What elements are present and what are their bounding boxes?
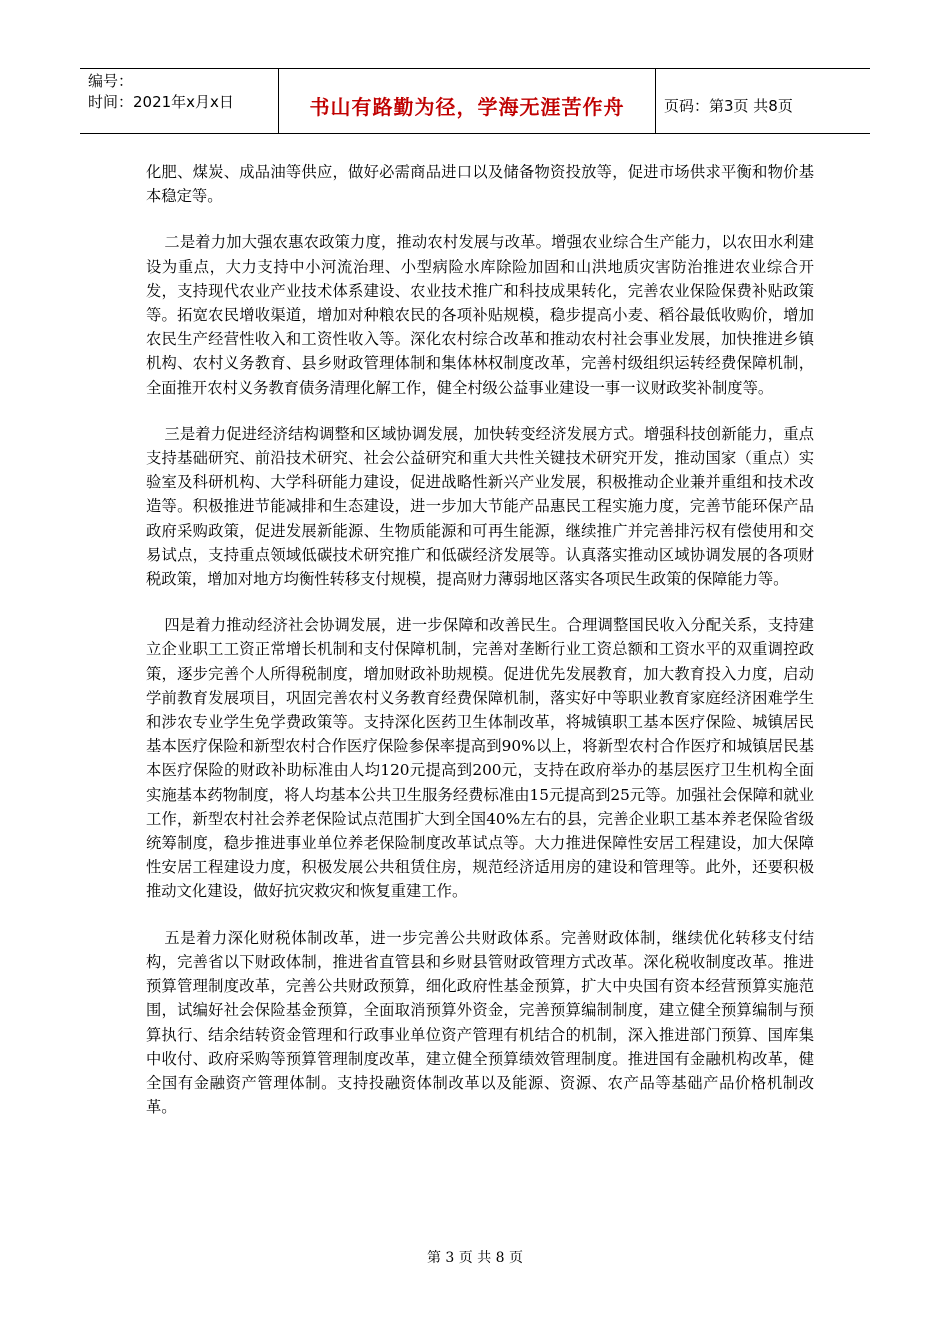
document-number-label: 编号： xyxy=(88,72,134,90)
paragraph-continued: 化肥、煤炭、成品油等供应，做好必需商品进口以及储备物资投放等，促进市场供求平衡和物价基本稳定等。 xyxy=(146,163,814,206)
paragraph-social-development: 四是着力推动经济社会协调发展，进一步保障和改善民生。合理调整国民收入分配关系，支持建立企业职工工资正常增长机制和支付保障机制，完善对垄断行业工资总额和工资水平的双重调控政策，逐步完善个人所得税制度，增加财政补助规模。促进优先发展教育，加大教育投入力度，启动学前教育发展项目，巩固完善农村义务教育经费保障机制，落实好中等职业教育家庭经济困难学生和涉农专业学生免学费政策等。支持深化医药卫生体制改革，将城镇职工基本医疗保险、城镇居民基本医疗保险和新型农村合作医疗保险参保率提高到90%以上，将新型农村合作医疗和城镇居民基本医疗保险的财政补助标准由人均120元提高到200元，支持在政府举办的基层医疗卫生机构全面实施基本药物制度，将人均基本公共卫生服务经费标准由15元提高到25元等。加强社会保障和就业工作，新型农村社会养老保险试点范围扩大到全国40%左右的县，完善企业职工基本养老保险省级统筹制度，稳步推进事业单位养老保险制度改革试点等。大力推进保障性安居工程建设，加大保障性安居工程建设力度，积极发展公共租赁住房，规范经济适用房的建设和管理等。此外，还要积极推动文化建设，做好抗灾救灾和恢复重建工作。 xyxy=(146,616,814,901)
header-motto-cell xyxy=(279,69,656,133)
paragraph-agriculture: 二是着力加大强农惠农政策力度，推动农村发展与改革。增强农业综合生产能力，以农田水利建设为重点，大力支持中小河流治理、小型病险水库除险加固和山洪地质灾害防治推进农业综合开发，支持现代农业产业技术体系建设、农业技术推广和科技成果转化，完善农业保险保费补贴政策等。拓宽农民增收渠道，增加对种粮农民的各项补贴规模，稳步提高小麦、稻谷最低收购价，增加农民生产经营性收入和工资性收入等。深化农村综合改革和推动农村社会事业发展，加快推进乡镇机构、农村义务教育、县乡财政管理体制和集体林权制度改革，完善村级组织运转经费保障机制，全面推开农村义务教育债务清理化解工作，健全村级公益事业建设一事一议财政奖补制度等。 xyxy=(146,233,814,397)
header-page-label: 页码：第3页 共8页 xyxy=(664,96,793,115)
footer-page-number: 第 3 页 共 8 页 xyxy=(426,1250,524,1266)
page-header xyxy=(80,68,870,134)
header-info-cell xyxy=(80,69,279,133)
document-date-label: 时间：2021年x月x日 xyxy=(88,93,234,111)
document-body xyxy=(146,160,814,1141)
header-page-cell xyxy=(656,69,870,133)
paragraph-fiscal-reform: 五是着力深化财税体制改革，进一步完善公共财政体系。完善财政体制，继续优化转移支付结构，完善省以下财政体制，推进省直管县和乡财县管财政管理方式改革。深化税收制度改革。推进预算管理制度改革，完善公共财政预算，细化政府性基金预算，扩大中央国有资本经营预算实施范围，试编好社会保险基金预算，全面取消预算外资金，完善预算编制制度，建立健全预算编制与预算执行、结余结转资金管理和行政事业单位资产管理有机结合的机制，深入推进部门预算、国库集中收付、政府采购等预算管理制度改革，建立健全预算绩效管理制度。推进国有金融机构改革，健全国有金融资产管理体制。支持投融资体制改革以及能源、资源、农产品等基础产品价格机制改革。 xyxy=(146,928,814,1117)
paragraph-economic-structure: 三是着力促进经济结构调整和区域协调发展，加快转变经济发展方式。增强科技创新能力，重点支持基础研究、前沿技术研究、社会公益研究和重大共性关键技术研究开发，推动国家（重点）实验室及科研机构、大学科研能力建设，促进战略性新兴产业发展，积极推动企业兼并重组和技术改造等。积极推进节能减排和生态建设，进一步加大节能产品惠民工程实施力度，完善节能环保产品政府采购政策，促进发展新能源、生物质能源和可再生能源，继续推广并完善排污权有偿使用和交易试点，支持重点领域低碳技术研究推广和低碳经济发展等。认真落实推动区域协调发展的各项财税政策，增加对地方均衡性转移支付规模，提高财力薄弱地区落实各项民生政策的保障能力等。 xyxy=(146,424,814,589)
header-motto: 书山有路勤为径，学海无涯苦作舟 xyxy=(309,94,625,119)
page-footer xyxy=(0,1247,950,1267)
